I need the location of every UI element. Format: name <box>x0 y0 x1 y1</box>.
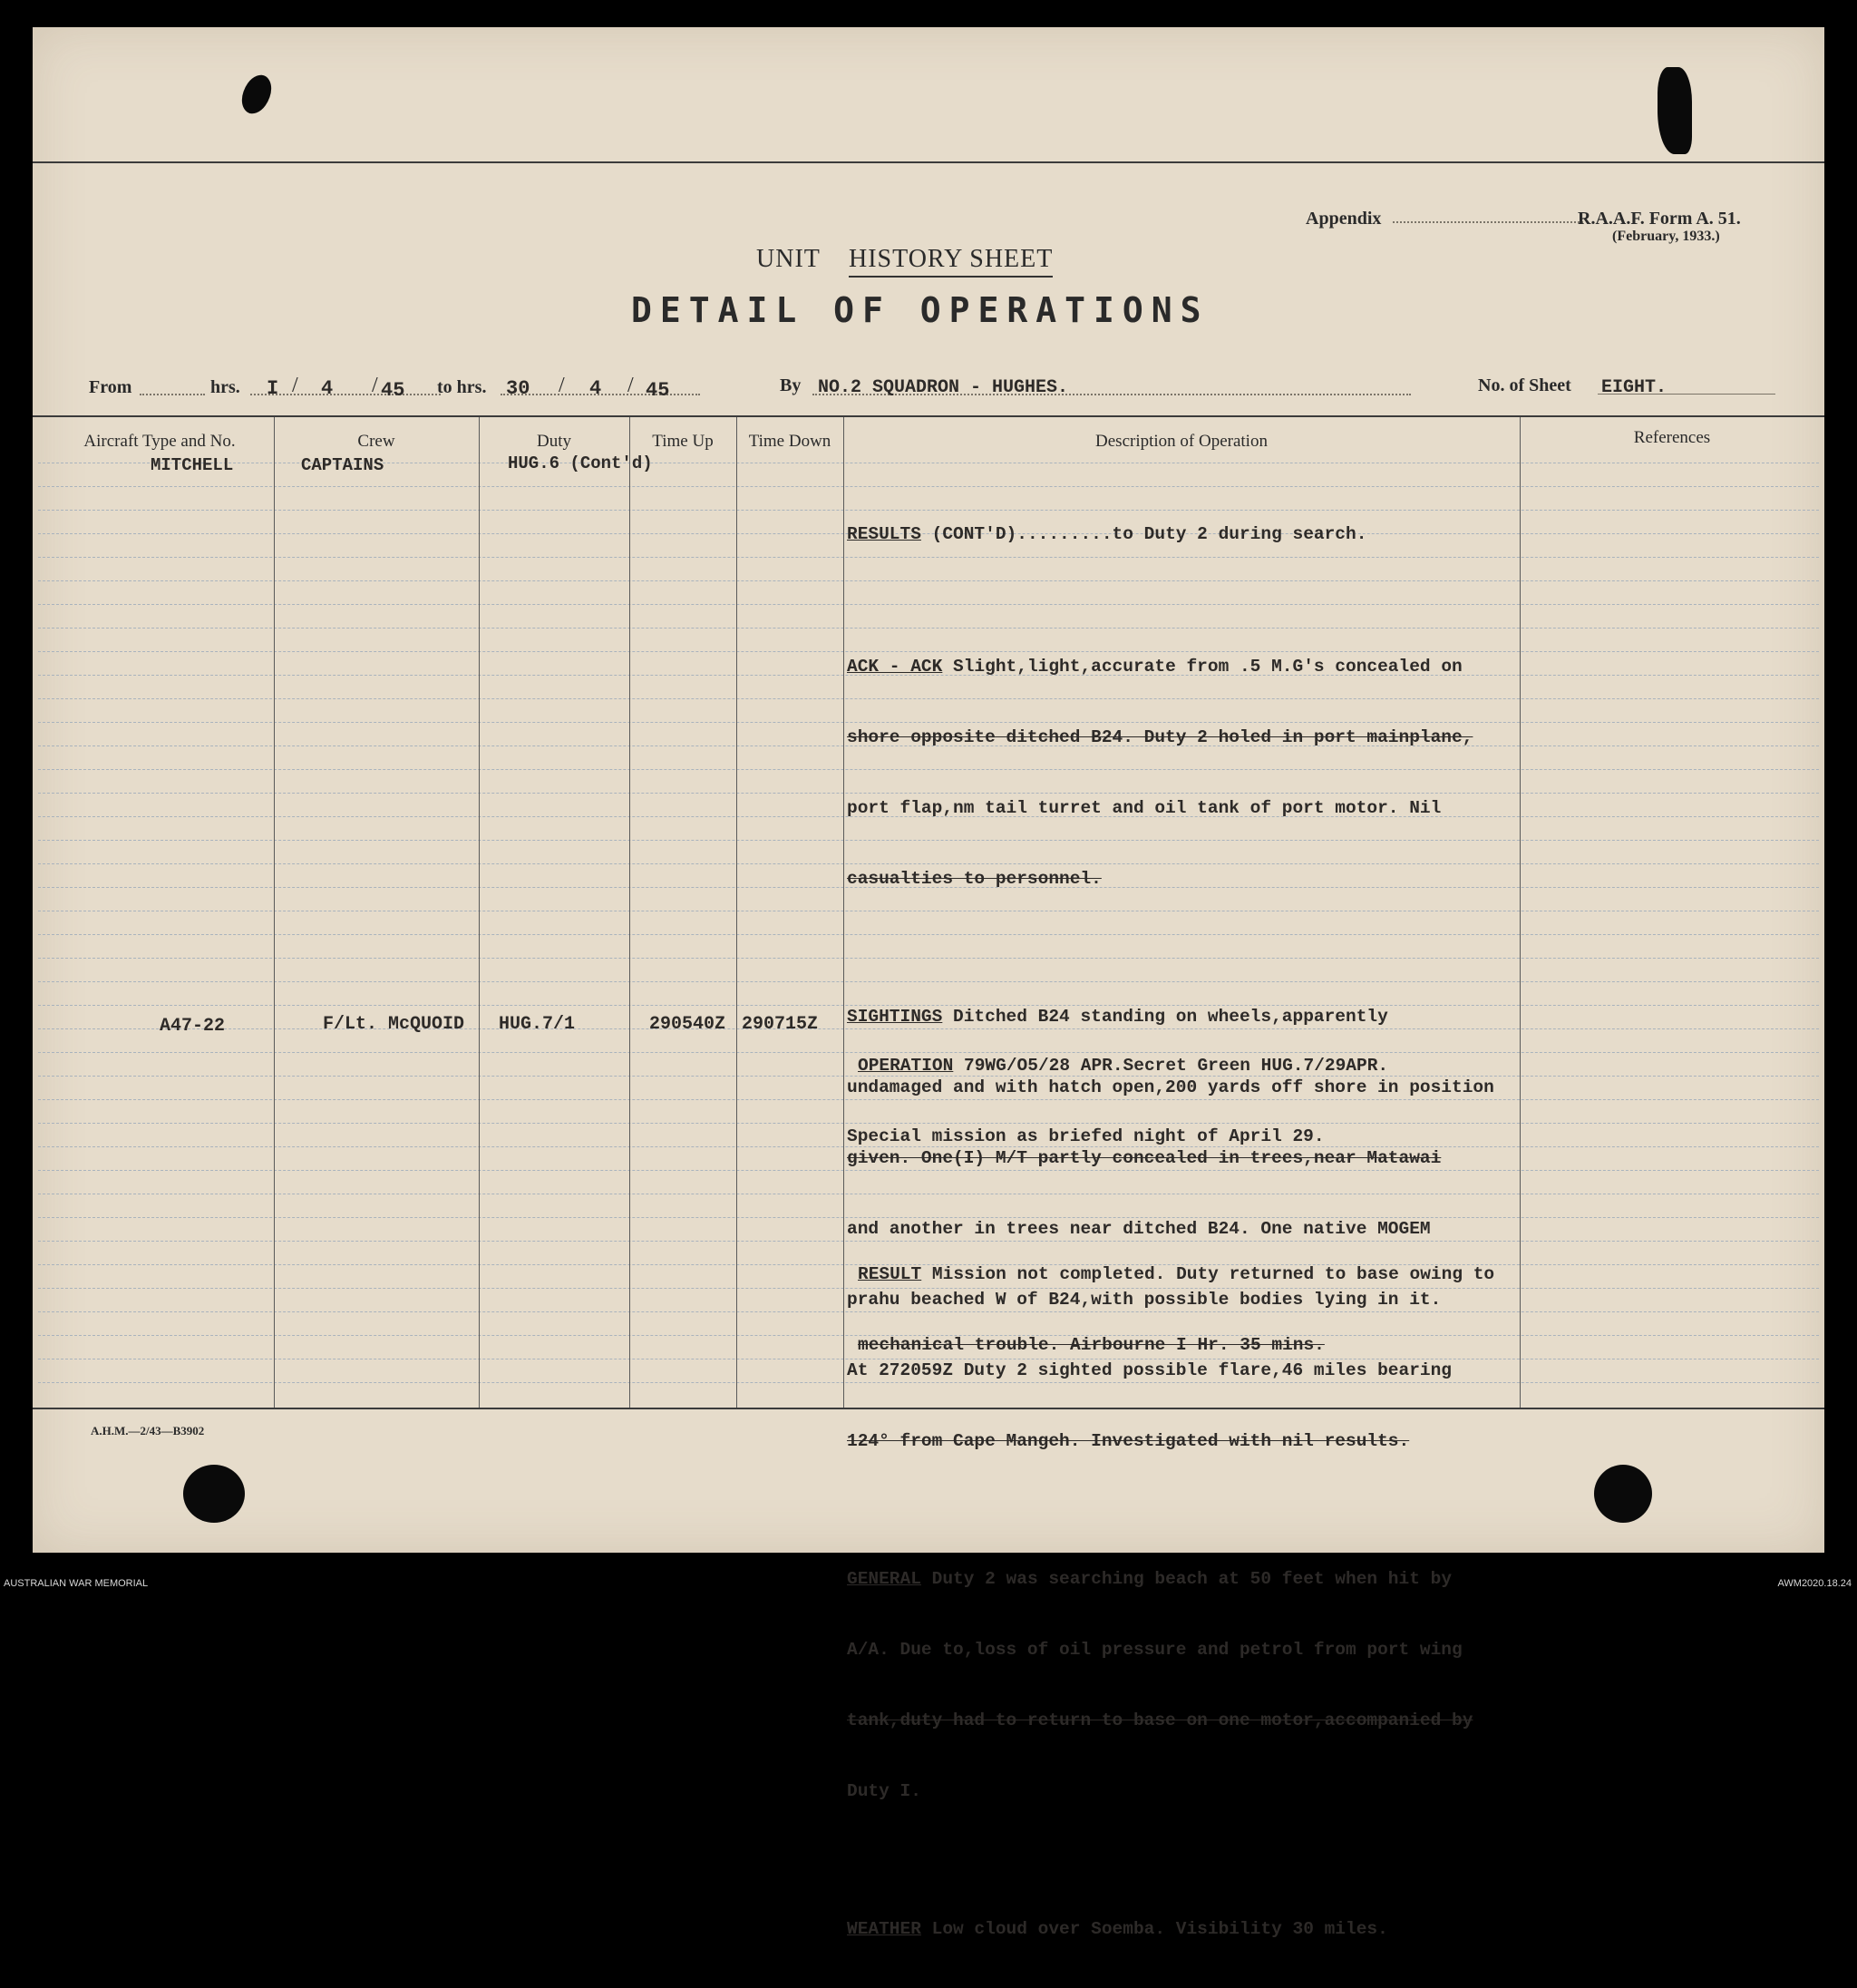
entry1-duty: HUG.6 (Cont'd) <box>508 453 653 473</box>
general-line: A/A. Due to,loss of oil pressure and petrol from port wing <box>847 1640 1463 1660</box>
from-day: I <box>267 377 279 400</box>
ack-line-1: Slight,light,accurate from .5 M.G's concealed on <box>942 657 1463 677</box>
hrs-dotted-line <box>250 394 441 395</box>
sheet-number-label: No. of Sheet <box>1478 375 1571 395</box>
column-header-duty: Duty <box>537 432 571 451</box>
entry2-time-down: 290715Z <box>742 1014 819 1035</box>
watermark-right: AWM2020.18.24 <box>1777 1578 1852 1589</box>
punch-hole-top-left <box>234 70 279 118</box>
form-number: R.A.A.F. Form A. 51. <box>1578 209 1741 229</box>
punch-hole-top-right <box>1658 67 1692 154</box>
general-line: tank,duty had to return to base on one motor,accompanied by <box>847 1710 1473 1730</box>
column-header-references: References <box>1633 428 1711 447</box>
results-label: RESULTS <box>847 524 921 544</box>
general-line: Duty I. <box>847 1781 921 1801</box>
results-text: (CONT'D).........to Duty 2 during search. <box>920 524 1367 544</box>
general-paragraph <box>847 1567 1494 1591</box>
sightings-line: given. One(I) M/T partly concealed in trees,near Matawai <box>847 1148 1442 1168</box>
general-line-1: Duty 2 was searching beach at 50 feet when hit by <box>920 1569 1453 1589</box>
operation-paragraph <box>847 1054 1494 1077</box>
ack-line: shore opposite ditched B24. Duty 2 holed in port mainplane, <box>847 727 1473 747</box>
by-label: By <box>780 375 802 395</box>
column-header-description: Description of Operation <box>1095 432 1268 451</box>
sightings-line: and another in trees near ditched B24. One native MOGEM <box>847 1219 1431 1239</box>
result-paragraph <box>847 1262 1494 1286</box>
column-header-aircraft: Aircraft Type and No. <box>83 432 236 451</box>
by-value: NO.2 SQUADRON - HUGHES. <box>818 377 1069 398</box>
to-slash-2: / <box>627 374 634 397</box>
column-divider-3 <box>629 417 630 1408</box>
column-divider-1 <box>274 417 275 1408</box>
form-date: (February, 1933.) <box>1612 229 1720 244</box>
column-divider-6 <box>1520 417 1521 1408</box>
entry2-time-up: 290540Z <box>649 1014 726 1035</box>
to-month: 4 <box>589 377 602 400</box>
from-dotted-line <box>140 394 205 395</box>
watermark-left: AUSTRALIAN WAR MEMORIAL <box>4 1578 149 1589</box>
title-unit: UNIT <box>756 245 821 273</box>
column-divider-2 <box>479 417 480 1408</box>
entry1-crew: CAPTAINS <box>301 455 384 475</box>
ack-label: ACK - ACK <box>847 657 943 677</box>
operation-line: Special mission as briefed night of April 29. <box>847 1126 1325 1146</box>
to-slash-1: / <box>559 374 565 397</box>
entry2-duty: HUG.7/1 <box>499 1014 576 1035</box>
to-day: 30 <box>506 377 530 400</box>
hrs-label: hrs. <box>210 377 240 397</box>
sightings-line: prahu beached W of B24,with possible bodies lying in it. <box>847 1290 1442 1310</box>
entry1-aircraft: MITCHELL <box>151 455 234 475</box>
from-slash-2: / <box>372 374 378 397</box>
from-month: 4 <box>321 377 334 400</box>
top-rule <box>33 161 1824 163</box>
from-label: From <box>89 377 132 397</box>
weather-text: Low cloud over Soemba. Visibility 30 miles. <box>920 1919 1388 1939</box>
weather-paragraph <box>847 1917 1494 1941</box>
footer-code: A.H.M.—2/43—B3902 <box>91 1424 205 1437</box>
from-slash-1: / <box>292 374 298 397</box>
weather-label: WEATHER <box>847 1919 921 1939</box>
operation-label: OPERATION <box>858 1056 954 1076</box>
column-header-time-down: Time Down <box>748 432 831 451</box>
title-history-sheet: HISTORY SHEET <box>849 245 1053 278</box>
to-year: 45 <box>646 379 670 402</box>
ack-paragraph <box>847 655 1494 678</box>
entry2-aircraft: A47-22 <box>160 1016 226 1037</box>
column-header-crew: Crew <box>357 432 395 451</box>
entry2-description <box>847 1007 1494 1404</box>
table-top-rule <box>33 415 1824 417</box>
ack-line: casualties to personnel. <box>847 869 1102 889</box>
ack-line: port flap,nm tail turret and oil tank of port motor. Nil <box>847 798 1442 818</box>
column-header-time-up: Time Up <box>652 432 714 451</box>
appendix-dotted-line <box>1393 221 1583 223</box>
results-paragraph <box>847 522 1494 546</box>
to-hrs-label: to hrs. <box>437 377 487 397</box>
sightings-line: At 272059Z Duty 2 sighted possible flare,46 miles bearing <box>847 1360 1453 1380</box>
sightings-label: SIGHTINGS <box>847 1007 943 1027</box>
sightings-line-1: Ditched B24 standing on wheels,apparently <box>942 1007 1388 1027</box>
sightings-line: 124° from Cape Mangeh. Investigated with nil results. <box>847 1431 1410 1451</box>
entry2-crew: F/Lt. McQUOID <box>323 1014 465 1035</box>
punch-hole-bottom-left <box>183 1465 245 1523</box>
general-label: GENERAL <box>847 1569 921 1589</box>
sheet-number-value: EIGHT. <box>1601 377 1667 398</box>
result-label: RESULT <box>858 1264 922 1284</box>
from-year: 45 <box>381 379 405 402</box>
result-line: mechanical trouble. Airbourne I Hr. 35 mins. <box>858 1335 1325 1355</box>
punch-hole-bottom-right <box>1594 1465 1652 1523</box>
sightings-line: undamaged and with hatch open,200 yards off shore in position <box>847 1077 1494 1097</box>
column-divider-5 <box>843 417 844 1408</box>
appendix-label: Appendix <box>1306 209 1382 229</box>
column-divider-4 <box>736 417 737 1408</box>
result-line-1: Mission not completed. Duty returned to base owing to <box>921 1264 1495 1284</box>
title-detail-of-operations: DETAIL OF OPERATIONS <box>631 290 1210 330</box>
operation-line-1: 79WG/O5/28 APR.Secret Green HUG.7/29APR. <box>953 1056 1389 1076</box>
